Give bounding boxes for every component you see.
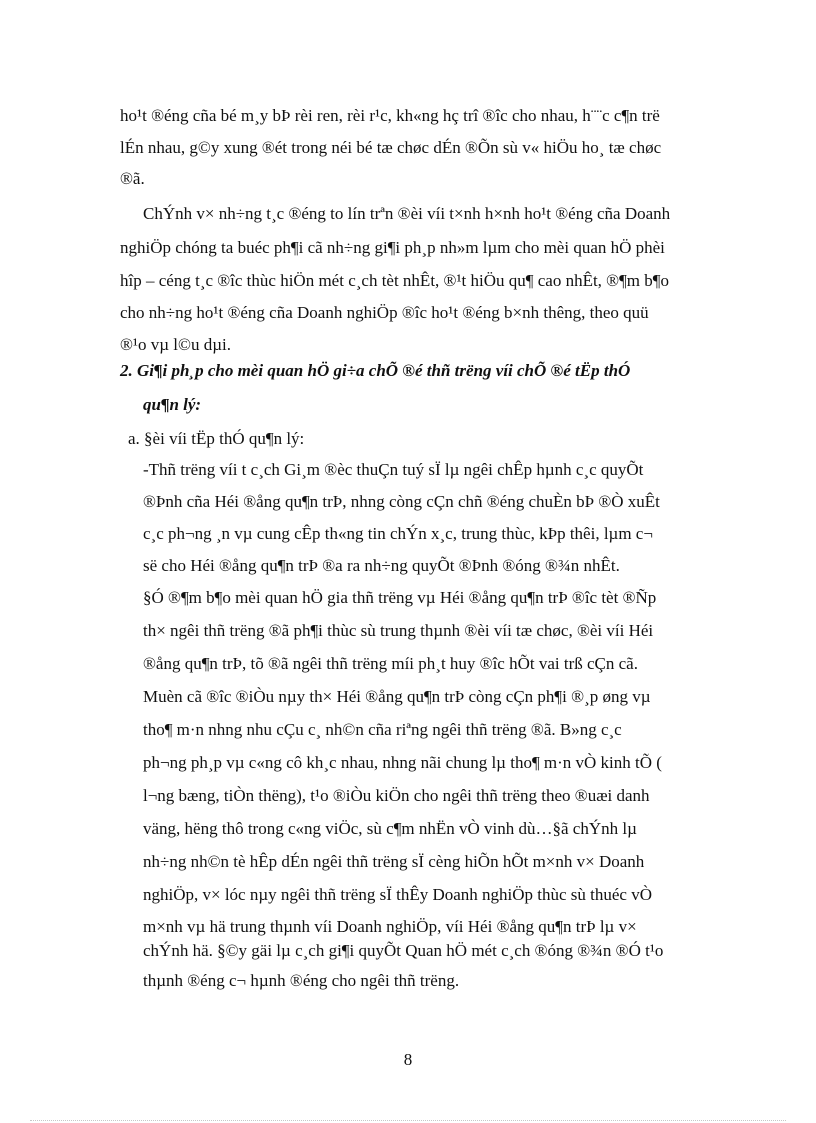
paragraph-2-line-1: ChÝnh v× nh÷ng t¸c ®éng to lín trªn ®èi víi t×nh h×nh ho¹t ®éng cña Doanh [143, 204, 671, 223]
paragraph-1-line-2: lÉn nhau, g©y xung ®ét trong néi bé tæ chøc dÉn ®Õn sù v« hiÖu ho¸ tæ chøc [120, 138, 662, 157]
paragraph-4-line-13: thµnh ®éng c¬ hµnh ®éng cho ngêi thñ trëng. [143, 971, 460, 990]
paragraph-4-line-5: tho¶ m·n nhng nhu cÇu c¸ nh©n cña riªng ngêi thñ trëng ®ã. B»ng c¸c [143, 720, 622, 739]
paragraph-4-line-10: nghiÖp, v× lóc nµy ngêi thñ trëng sÏ thÊy Doanh nghiÖp thùc sù thuéc vÒ [143, 885, 653, 904]
section-heading-line-2: qu¶n lý: [143, 395, 202, 414]
paragraph-1-line-3: ®ã. [120, 169, 145, 188]
paragraph-3-line-1: -Thñ trëng víi t c¸ch Gi¸m ®èc thuÇn tuý sÏ lµ ngêi chÊp hµnh c¸c quyÕt [143, 460, 644, 479]
paragraph-4-line-11: m×nh vµ hä trung thµnh víi Doanh nghiÖp, víi Héi ®ång qu¶n trÞ lµ v× [143, 917, 637, 936]
paragraph-2-line-2: nghiÖp chóng ta buéc ph¶i cã nh÷ng gi¶i ph¸p nh»m lµm cho mèi quan hÖ phèi [120, 238, 665, 257]
paragraph-2-line-4: cho nh÷ng ho¹t ®éng cña Doanh nghiÖp ®îc ho¹t ®éng b×nh thêng, theo quü [120, 303, 649, 322]
paragraph-3-line-4: së cho Héi ®ång qu¶n trÞ ®a ra nh÷ng quyÕt ®Þnh ®óng ®¾n nhÊt. [143, 556, 620, 575]
paragraph-3-line-3: c¸c ph¬ng ¸n vµ cung cÊp th«ng tin chÝn x¸c, trung thùc, kÞp thêi, lµm c¬ [143, 524, 653, 543]
paragraph-1-line-1: ho¹t ®éng cña bé m¸y bÞ rèi ren, rèi r¹c, kh«ng hç trî ®îc cho nhau, h¨¨c c¶n trë [120, 106, 660, 125]
paragraph-4-line-12: chÝnh hä. §©y gäi lµ c¸ch gi¶i quyÕt Quan hÖ mét c¸ch ®óng ®¾n ®Ó t¹o [143, 941, 664, 960]
paragraph-4-line-4: Muèn cã ®îc ®iÒu nµy th× Héi ®ång qu¶n trÞ còng cÇn ph¶i ®¸p øng vµ [143, 687, 651, 706]
footer-divider [30, 1120, 786, 1121]
paragraph-4-line-6: ph¬ng ph¸p vµ c«ng cô kh¸c nhau, nhng nãi chung lµ tho¶ m·n vÒ kinh tÕ ( [143, 753, 662, 772]
paragraph-4-line-9: nh÷ng nh©n tè hÊp dÉn ngêi thñ trëng sÏ cèng hiÕn hÕt m×nh v× Doanh [143, 852, 645, 871]
paragraph-3-line-2: ®Þnh cña Héi ®ång qu¶n trÞ, nhng còng cÇn chñ ®éng chuÈn bÞ ®Ò xuÊt [143, 492, 660, 511]
paragraph-2-line-3: hîp – céng t¸c ®îc thùc hiÖn mét c¸ch tèt nhÊt, ®¹t hiÖu qu¶ cao nhÊt, ®¶m b¶o [120, 271, 669, 290]
paragraph-4-line-7: l¬ng bæng, tiÒn thëng), t¹o ®iÒu kiÖn cho ngêi thñ trëng theo ®uæi danh [143, 786, 650, 805]
section-heading-line-1: 2. Gi¶i ph¸p cho mèi quan hÖ gi÷a chÕ ®é thñ trëng víi chÕ ®é tËp thÓ [120, 361, 631, 380]
paragraph-4-line-3: ®ång qu¶n trÞ, tõ ®ã ngêi thñ trëng míi ph¸t huy ®îc hÕt vai trß cÇn cã. [143, 654, 638, 673]
paragraph-4-line-1: §Ó ®¶m b¶o mèi quan hÖ gia thñ trëng vµ Héi ®ång qu¶n trÞ ®îc tèt ®Ñp [143, 588, 657, 607]
paragraph-2-line-5: ®¹o vµ l©u dµi. [120, 335, 231, 354]
page-number: 8 [403, 1050, 413, 1069]
paragraph-4-line-8: väng, hëng thô trong c«ng viÖc, sù c¶m nhËn vÒ vinh dù…§ã chÝnh lµ [143, 819, 637, 838]
paragraph-4-line-2: th× ngêi thñ trëng ®ã ph¶i thùc sù trung thµnh ®èi víi tæ chøc, ®èi víi Héi [143, 621, 654, 640]
subsection-label: a. §èi víi tËp thÓ qu¶n lý: [128, 429, 305, 448]
